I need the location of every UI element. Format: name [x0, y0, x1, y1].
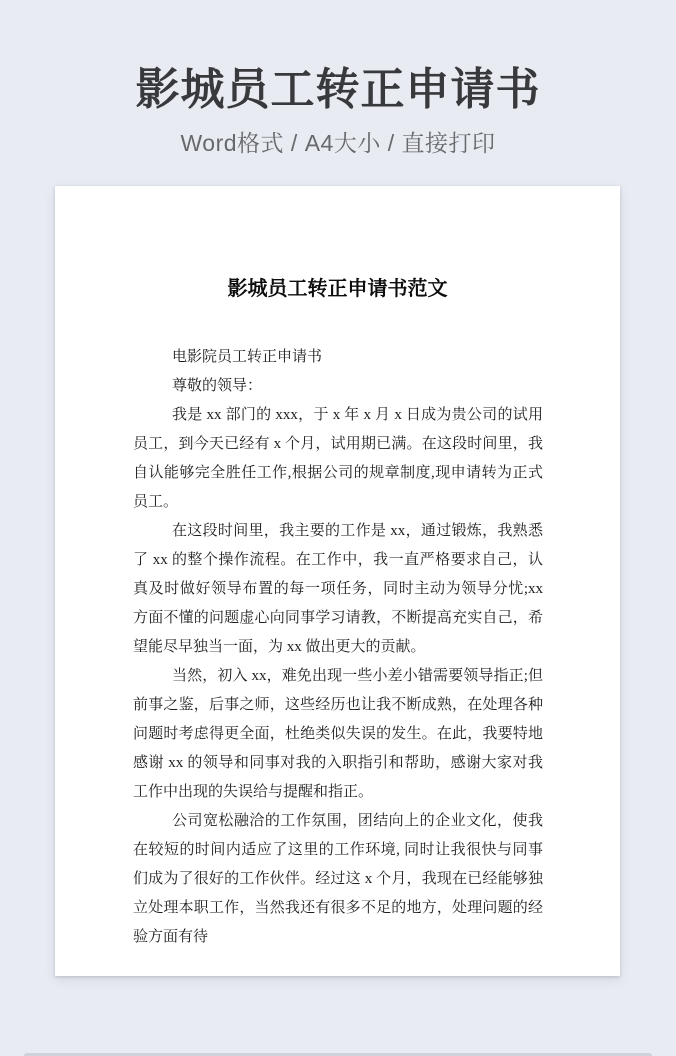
- document-body: [55, 301, 620, 952]
- document-paragraph: 公司宽松融洽的工作氛围，团结向上的企业文化，使我在较短的时间内适应了这里的工作环境, 同时让我很快与同事们成为了很好的工作伙伴。经过这 x 个月，我现在已经能够独立处理本职工作，当然我还有很多不足的地方，处理问题的经验方面有待: [133, 813, 543, 945]
- document-title: 影城员工转正申请书范文: [227, 278, 448, 300]
- page-subtitle: Word格式 / A4大小 / 直接打印: [180, 129, 496, 156]
- document-page-preview: [55, 186, 620, 976]
- page-title: 影城员工转正申请书: [135, 65, 541, 114]
- document-paragraph: 我是 xx 部门的 xxx，于 x 年 x 月 x 日成为贵公司的试用员工，到今天已经有 x 个月，试用期已满。在这段时间里，我自认能够完全胜任工作,根据公司的规章制度,现申请转为正式员工。: [133, 407, 543, 510]
- document-paragraph: 在这段时间里，我主要的工作是 xx，通过锻炼，我熟悉了 xx 的整个操作流程。在工作中，我一直严格要求自己，认真及时做好领导布置的每一项任务，同时主动为领导分忧;xx 方面不懂的问题虚心向同事学习请教，不断提高充实自己，希望能尽早独当一面，为 xx 做出更大的贡献。: [133, 523, 543, 655]
- header: [0, 0, 676, 158]
- document-paragraph: 当然，初入 xx，难免出现一些小差小错需要领导指正;但前事之鉴，后事之师，这些经历也让我不断成熟，在处理各种问题时考虑得更全面，杜绝类似失误的发生。在此，我要特地感谢 xx 的领导和同事对我的入职指引和帮助，感谢大家对我工作中出现的失误给与提醒和指正。: [133, 668, 543, 800]
- document-paragraph: 尊敬的领导：: [172, 378, 263, 394]
- document-paragraph: 电影院员工转正申请书: [172, 349, 323, 365]
